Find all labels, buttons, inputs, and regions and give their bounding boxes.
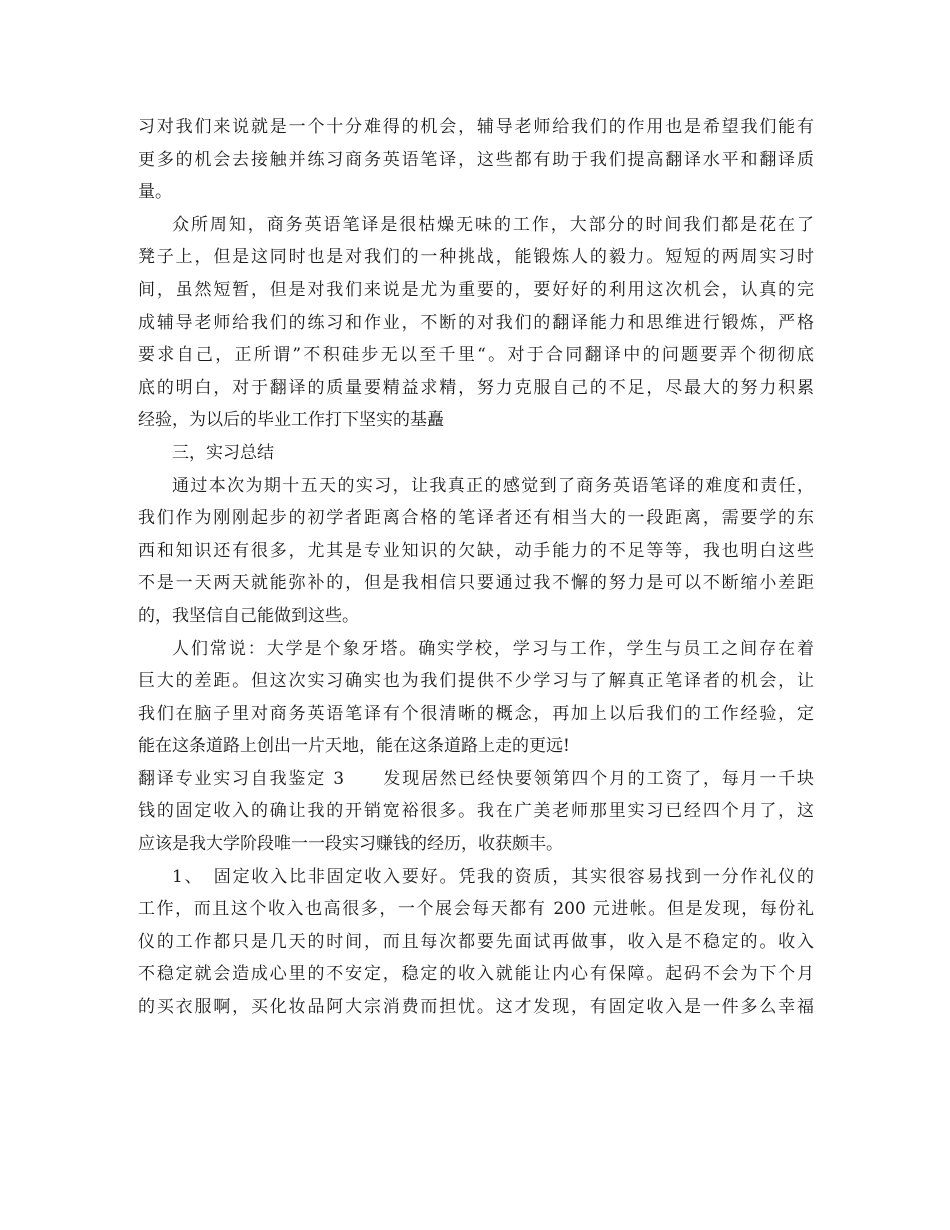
text-line: 巨大的差距。但这次实习确实也为我们提供不少学习与了解真正笔译者的机会，让	[138, 671, 814, 692]
text-line: 众所周知，商务英语笔译是很枯燥无味的工作，大部分的时间我们都是花在了	[172, 214, 814, 235]
text-line: 习对我们来说就是一个十分难得的机会，辅导老师给我们的作用也是希望我们能有	[138, 117, 814, 137]
text-line: 更多的机会去接触并练习商务英语笔译，这些都有助于我们提高翻译水平和翻译质	[138, 149, 814, 170]
text-line: 不是一天两天就能弥补的，但是我相信只要通过我不懈的努力是可以不断缩小差距	[138, 573, 814, 594]
text-line: 不稳定就会造成心里的不安定，稳定的收入就能让内心有保障。起码不会为下个月	[138, 964, 814, 985]
text-line: 要求自己，正所谓”不积硅步无以至千里“。对于合同翻译中的问题要弄个彻彻底	[138, 345, 814, 366]
text-line: 量。	[138, 182, 172, 203]
text-line: 我们在脑子里对商务英语笔译有个很清晰的概念，再加上以后我们的工作经验，定	[138, 703, 814, 724]
text-line: 西和知识还有很多，尤其是专业知识的欠缺，动手能力的不足等等，我也明白这些	[138, 540, 814, 561]
document-page	[138, 111, 814, 1024]
text-line: 间，虽然短暂，但是对我们来说是尤为重要的，要好好的利用这次机会，认真的完	[138, 279, 814, 300]
text-line: 三，实习总结	[172, 442, 274, 463]
text-line: 仪的工作都只是几天的时间，而且每次都要先面试再做事，收入是不稳定的。收入	[138, 931, 814, 952]
text-line: 凳子上，但是这同时也是对我们的一种挑战，能锻炼人的毅力。短短的两周实习时	[138, 247, 814, 268]
text-line: 成辅导老师给我们的练习和作业，不断的对我们的翻译能力和思维进行锻炼，严格	[138, 312, 814, 333]
text-line: 工作，而且这个收入也高很多，一个展会每天都有 200 元进帐。但是发现，每份礼	[138, 899, 814, 920]
text-line: 能在这条道路上创出一片天地，能在这条道路上走的更远!	[138, 736, 570, 757]
text-line: 1、 固定收入比非固定收入要好。凭我的资质，其实很容易找到一分作礼仪的	[172, 866, 814, 887]
text-line: 的买衣服啊，买化妆品阿大宗消费而担忧。这才发现，有固定收入是一件多么幸福	[138, 997, 814, 1018]
text-line: 应该是我大学阶段唯一一段实习赚钱的经历，收获颇丰。	[138, 834, 563, 855]
text-line: 经验，为以后的毕业工作打下坚实的基矗	[138, 410, 444, 431]
text-line: 底的明白，对于翻译的质量要精益求精，努力克服自己的不足，尽最大的努力积累	[138, 377, 814, 398]
text-line: 翻译专业实习自我鉴定 3 发现居然已经快要领第四个月的工资了，每月一千块	[138, 768, 814, 789]
text-line: 人们常说：大学是个象牙塔。确实学校，学习与工作，学生与员工之间存在着	[172, 638, 814, 659]
text-line: 我们作为刚刚起步的初学者距离合格的笔译者还有相当大的一段距离，需要学的东	[138, 508, 814, 529]
text-line: 通过本次为期十五天的实习，让我真正的感觉到了商务英语笔译的难度和责任，	[172, 475, 814, 496]
text-line: 的，我坚信自己能做到这些。	[138, 605, 359, 626]
text-line: 钱的固定收入的确让我的开销宽裕很多。我在广美老师那里实习已经四个月了，这	[138, 801, 814, 822]
